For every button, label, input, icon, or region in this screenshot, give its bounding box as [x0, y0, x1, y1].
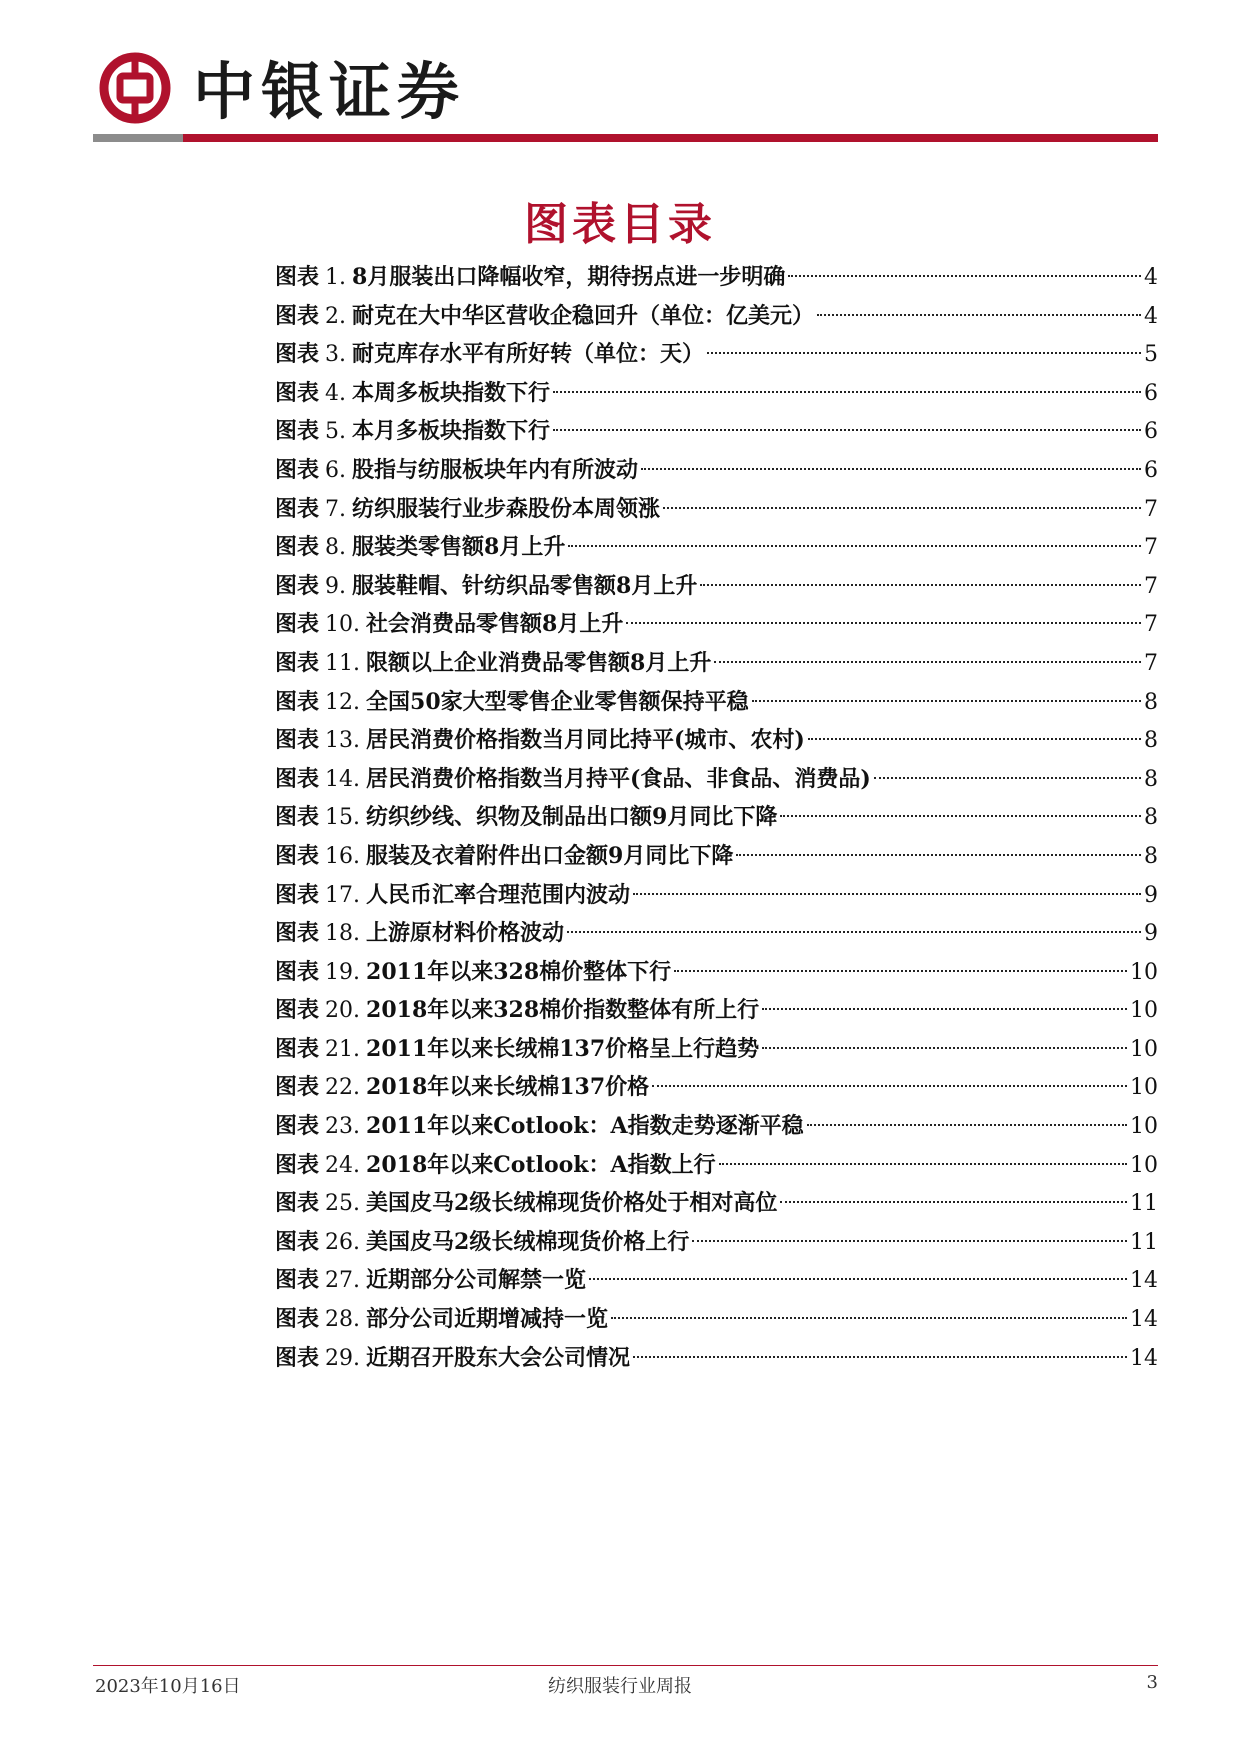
- toc-leader-dots: [611, 1317, 1127, 1319]
- toc-entry-number: 10.: [325, 612, 361, 638]
- toc-entry-prefix: 图表: [275, 1151, 320, 1178]
- toc-entry-label: [275, 876, 630, 916]
- toc-entry-number: 12.: [325, 689, 361, 715]
- toc-entry-prefix: 图表: [275, 495, 320, 522]
- toc-entry-prefix: 图表: [275, 1228, 320, 1255]
- toc-entry-page: 7: [1144, 496, 1158, 522]
- toc-entry-label: [275, 335, 704, 375]
- toc-entry-prefix: 图表: [275, 572, 320, 599]
- toc-entry-page: 8: [1144, 805, 1158, 831]
- toc-entry-text: 社会消费品零售额8月上升: [366, 611, 624, 638]
- toc-entry-page: 14: [1130, 1307, 1158, 1333]
- toc-leader-dots: [707, 352, 1141, 354]
- toc-entry-text: 美国皮马2级长绒棉现货价格处于相对高位: [366, 1190, 778, 1217]
- toc-entry-number: 20.: [325, 998, 361, 1024]
- toc-entry-prefix: 图表: [275, 534, 320, 561]
- toc-entry-text: 限额以上企业消费品零售额8月上升: [366, 649, 712, 676]
- toc-entry-page: 14: [1130, 1268, 1158, 1294]
- toc-leader-dots: [567, 931, 1141, 933]
- toc-entry-number: 28.: [325, 1307, 361, 1333]
- toc-entry-number: 6.: [325, 457, 347, 483]
- toc-entry-page: 9: [1144, 921, 1158, 947]
- toc-entry-number: 7.: [325, 496, 347, 522]
- toc-entry-prefix: 图表: [275, 611, 320, 638]
- toc-leader-dots: [663, 507, 1141, 509]
- toc-entry-number: 15.: [325, 805, 361, 831]
- toc-entry-prefix: 图表: [275, 456, 320, 483]
- toc-entry-number: 23.: [325, 1114, 361, 1140]
- toc-leader-dots: [674, 970, 1127, 972]
- toc-entry-text: 近期部分公司解禁一览: [366, 1267, 587, 1294]
- toc-entry-label: [275, 837, 733, 877]
- toc-entry-text: 2011年以来长绒棉137价格呈上行趋势: [366, 1035, 760, 1062]
- toc-entry-label: [275, 953, 671, 993]
- toc-entry-number: 4.: [325, 380, 347, 406]
- toc-leader-dots: [788, 275, 1141, 277]
- toc-entry-page: 7: [1144, 612, 1158, 638]
- toc-entry[interactable]: [275, 760, 1158, 799]
- toc-entry[interactable]: [275, 683, 1158, 722]
- toc-entry-number: 27.: [325, 1268, 361, 1294]
- toc-entry-prefix: 图表: [275, 765, 320, 792]
- toc-entry-label: [275, 760, 871, 800]
- toc-entry-prefix: 图表: [275, 302, 320, 329]
- toc-entry[interactable]: [275, 335, 1158, 374]
- toc-entry-prefix: 图表: [275, 341, 320, 368]
- toc-entry-text: 全国50家大型零售企业零售额保持平稳: [366, 688, 749, 715]
- toc-entry-text: 2011年以来Cotlook：A指数走势逐渐平稳: [366, 1113, 804, 1140]
- toc-entry-label: [275, 297, 814, 337]
- toc-entry-number: 24.: [325, 1152, 361, 1178]
- toc-entry-text: 8月服装出口降幅收窄，期待拐点进一步明确: [352, 264, 786, 290]
- toc-leader-dots: [808, 738, 1141, 740]
- toc-entry-prefix: 图表: [275, 1267, 320, 1294]
- toc-entry-number: 9.: [325, 573, 347, 599]
- toc-entry-number: 5.: [325, 419, 347, 445]
- toc-entry-text: 2018年以来长绒棉137价格: [366, 1074, 650, 1101]
- toc-entry-number: 11.: [325, 650, 361, 676]
- toc-entry-page: 4: [1144, 303, 1158, 329]
- toc-entry-label: [275, 451, 638, 491]
- page-header: [93, 40, 1158, 140]
- toc-entry-page: 8: [1144, 728, 1158, 754]
- toc-entry-prefix: 图表: [275, 1035, 320, 1062]
- toc-entry-label: [275, 644, 711, 684]
- toc-entry-text: 美国皮马2级长绒棉现货价格上行: [366, 1228, 690, 1255]
- toc-entry-text: 服装鞋帽、针纺织品零售额8月上升: [352, 572, 698, 599]
- toc-entry-text: 2018年以来328棉价指数整体有所上行: [366, 997, 760, 1024]
- toc-entry-text: 居民消费价格指数当月同比持平(城市、农村): [366, 727, 805, 754]
- toc-entry-label: [275, 721, 805, 761]
- toc-entry-text: 2018年以来Cotlook：A指数上行: [366, 1151, 716, 1178]
- toc-entry-number: 19.: [325, 959, 361, 985]
- toc-entry-prefix: 图表: [275, 881, 320, 908]
- toc-entry-page: 14: [1130, 1345, 1158, 1371]
- toc-entry-label: [275, 258, 785, 298]
- toc-entry-label: [275, 374, 550, 414]
- footer-page-number: 3: [1146, 1672, 1158, 1693]
- toc-entry[interactable]: [275, 567, 1158, 606]
- toc-entry-label: [275, 914, 564, 954]
- toc-leader-dots: [553, 391, 1141, 393]
- toc-entry-text: 2011年以来328棉价整体下行: [366, 958, 672, 985]
- toc-leader-dots: [762, 1047, 1127, 1049]
- toc-entry-prefix: 图表: [275, 1113, 320, 1140]
- toc-entry-page: 8: [1144, 689, 1158, 715]
- toc-entry[interactable]: [275, 297, 1158, 336]
- toc-leader-dots: [568, 545, 1141, 547]
- toc-entry-label: [275, 1300, 608, 1340]
- toc-leader-dots: [874, 777, 1141, 779]
- toc-entry-number: 18.: [325, 921, 361, 947]
- toc-entry[interactable]: [275, 1146, 1158, 1185]
- toc-entry[interactable]: [275, 451, 1158, 490]
- toc-leader-dots: [692, 1240, 1127, 1242]
- toc-entry-prefix: 图表: [275, 804, 320, 831]
- toc-entry-label: [275, 1223, 689, 1263]
- toc-entry-number: 25.: [325, 1191, 361, 1217]
- table-of-figures: [275, 258, 1158, 1377]
- toc-entry-page: 5: [1144, 342, 1158, 368]
- toc-entry-number: 29.: [325, 1345, 361, 1371]
- toc-entry-number: 14.: [325, 766, 361, 792]
- toc-entry-text: 股指与纺服板块年内有所波动: [352, 456, 639, 483]
- toc-entry-prefix: 图表: [275, 920, 320, 947]
- toc-entry-text: 耐克库存水平有所好转（单位：天）: [352, 341, 705, 368]
- toc-entry-text: 部分公司近期增减持一览: [366, 1306, 609, 1333]
- toc-entry-page: 8: [1144, 766, 1158, 792]
- toc-entry-prefix: 图表: [275, 958, 320, 985]
- toc-entry[interactable]: [275, 953, 1158, 992]
- toc-entry-label: [275, 412, 550, 452]
- toc-entry-prefix: 图表: [275, 1344, 320, 1371]
- toc-entry-page: 4: [1144, 265, 1158, 290]
- toc-entry-number: 17.: [325, 882, 361, 908]
- toc-entry-page: 6: [1144, 380, 1158, 406]
- toc-entry-text: 服装类零售额8月上升: [352, 534, 566, 561]
- toc-entry[interactable]: [275, 798, 1158, 837]
- toc-leader-dots: [807, 1124, 1127, 1126]
- toc-entry-number: 21.: [325, 1036, 361, 1062]
- toc-entry-text: 居民消费价格指数当月持平(食品、非食品、消费品): [366, 765, 871, 792]
- toc-entry-page: 10: [1130, 1152, 1158, 1178]
- toc-entry[interactable]: [275, 876, 1158, 915]
- toc-leader-dots: [714, 661, 1141, 663]
- toc-entry-label: [275, 1184, 777, 1224]
- toc-entry-page: 10: [1130, 959, 1158, 985]
- toc-entry-number: 8.: [325, 535, 347, 561]
- toc-leader-dots: [780, 1201, 1127, 1203]
- toc-entry-label: [275, 490, 660, 530]
- toc-entry-text: 纺织服装行业步森股份本周领涨: [352, 495, 661, 522]
- toc-leader-dots: [736, 854, 1141, 856]
- toc-entry-text: 耐克在大中华区营收企稳回升（单位：亿美元）: [352, 302, 815, 329]
- toc-entry-text: 本周多板块指数下行: [352, 379, 551, 406]
- toc-entry[interactable]: [275, 1223, 1158, 1262]
- toc-entry-number: 2.: [325, 303, 347, 329]
- toc-entry-prefix: 图表: [275, 997, 320, 1024]
- toc-entry[interactable]: [275, 1068, 1158, 1107]
- brand-name: 中银证券: [193, 55, 466, 128]
- toc-leader-dots: [589, 1278, 1127, 1280]
- toc-entry-page: 10: [1130, 1036, 1158, 1062]
- toc-entry[interactable]: [275, 1339, 1158, 1378]
- toc-leader-dots: [719, 1163, 1127, 1165]
- toc-entry[interactable]: [275, 991, 1158, 1030]
- toc-entry-text: 纺织纱线、织物及制品出口额9月同比下降: [366, 804, 778, 831]
- toc-entry-number: 1.: [325, 265, 347, 290]
- toc-entry-label: [275, 1339, 630, 1379]
- toc-entry-text: 近期召开股东大会公司情况: [366, 1344, 631, 1371]
- toc-entry-prefix: 图表: [275, 649, 320, 676]
- toc-leader-dots: [752, 700, 1141, 702]
- toc-entry-prefix: 图表: [275, 1190, 320, 1217]
- toc-leader-dots: [633, 893, 1141, 895]
- toc-entry-label: [275, 1146, 716, 1186]
- toc-entry-label: [275, 1068, 649, 1108]
- toc-entry-prefix: 图表: [275, 264, 320, 290]
- toc-entry[interactable]: [275, 721, 1158, 760]
- footer-report-name: 纺织服装行业周报: [548, 1676, 692, 1697]
- toc-entry-page: 11: [1130, 1229, 1158, 1255]
- toc-entry-page: 6: [1144, 457, 1158, 483]
- toc-leader-dots: [641, 468, 1141, 470]
- toc-entry[interactable]: [275, 1107, 1158, 1146]
- header-rule-red: [183, 134, 1158, 142]
- header-rule-gray: [93, 134, 183, 142]
- toc-entry-prefix: 图表: [275, 727, 320, 754]
- toc-entry[interactable]: [275, 837, 1158, 876]
- toc-entry-prefix: 图表: [275, 842, 320, 869]
- footer-date: 2023年10月16日: [95, 1676, 241, 1697]
- toc-entry[interactable]: [275, 1184, 1158, 1223]
- toc-entry-page: 10: [1130, 1075, 1158, 1101]
- toc-title: 图表目录: [524, 199, 716, 250]
- toc-entry-prefix: 图表: [275, 1306, 320, 1333]
- toc-entry-number: 16.: [325, 843, 361, 869]
- toc-leader-dots: [700, 584, 1141, 586]
- toc-entry-text: 本月多板块指数下行: [352, 418, 551, 445]
- toc-leader-dots: [626, 622, 1141, 624]
- toc-entry-label: [275, 798, 777, 838]
- toc-entry[interactable]: [275, 605, 1158, 644]
- toc-entry[interactable]: [275, 490, 1158, 529]
- toc-entry-page: 10: [1130, 1114, 1158, 1140]
- toc-leader-dots: [553, 429, 1141, 431]
- toc-leader-dots: [780, 815, 1141, 817]
- toc-entry[interactable]: [275, 374, 1158, 413]
- toc-entry[interactable]: [275, 1261, 1158, 1300]
- toc-entry-label: [275, 528, 565, 568]
- toc-entry[interactable]: [275, 412, 1158, 451]
- toc-entry-page: 6: [1144, 419, 1158, 445]
- toc-entry-label: [275, 1261, 586, 1301]
- toc-entry-prefix: 图表: [275, 379, 320, 406]
- toc-entry-number: 13.: [325, 728, 361, 754]
- toc-entry-page: 10: [1130, 998, 1158, 1024]
- toc-entry-number: 3.: [325, 342, 347, 368]
- toc-entry[interactable]: [275, 644, 1158, 683]
- bank-of-china-logo-icon: [99, 52, 171, 124]
- toc-entry-number: 22.: [325, 1075, 361, 1101]
- toc-entry-label: [275, 567, 697, 607]
- toc-entry-page: 8: [1144, 843, 1158, 869]
- toc-entry-page: 7: [1144, 535, 1158, 561]
- toc-entry[interactable]: [275, 528, 1158, 567]
- toc-entry[interactable]: [275, 258, 1158, 297]
- toc-leader-dots: [633, 1356, 1127, 1358]
- toc-entry-label: [275, 1030, 759, 1070]
- toc-entry[interactable]: [275, 1300, 1158, 1339]
- toc-entry-label: [275, 605, 623, 645]
- toc-leader-dots: [817, 314, 1141, 316]
- toc-entry-prefix: 图表: [275, 418, 320, 445]
- toc-entry-page: 9: [1144, 882, 1158, 908]
- toc-entry-number: 26.: [325, 1229, 361, 1255]
- toc-entry[interactable]: [275, 1030, 1158, 1069]
- toc-entry-label: [275, 1107, 804, 1147]
- toc-entry-text: 上游原材料价格波动: [366, 920, 565, 947]
- toc-entry-label: [275, 683, 749, 723]
- toc-entry-prefix: 图表: [275, 688, 320, 715]
- toc-leader-dots: [652, 1085, 1127, 1087]
- toc-entry[interactable]: [275, 914, 1158, 953]
- toc-leader-dots: [762, 1008, 1127, 1010]
- toc-entry-prefix: 图表: [275, 1074, 320, 1101]
- toc-entry-text: 人民币汇率合理范围内波动: [366, 881, 631, 908]
- toc-entry-page: 11: [1130, 1191, 1158, 1217]
- toc-entry-label: [275, 991, 759, 1031]
- toc-entry-page: 7: [1144, 573, 1158, 599]
- toc-entry-page: 7: [1144, 650, 1158, 676]
- footer-rule: [93, 1665, 1158, 1666]
- toc-entry-text: 服装及衣着附件出口金额9月同比下降: [366, 842, 734, 869]
